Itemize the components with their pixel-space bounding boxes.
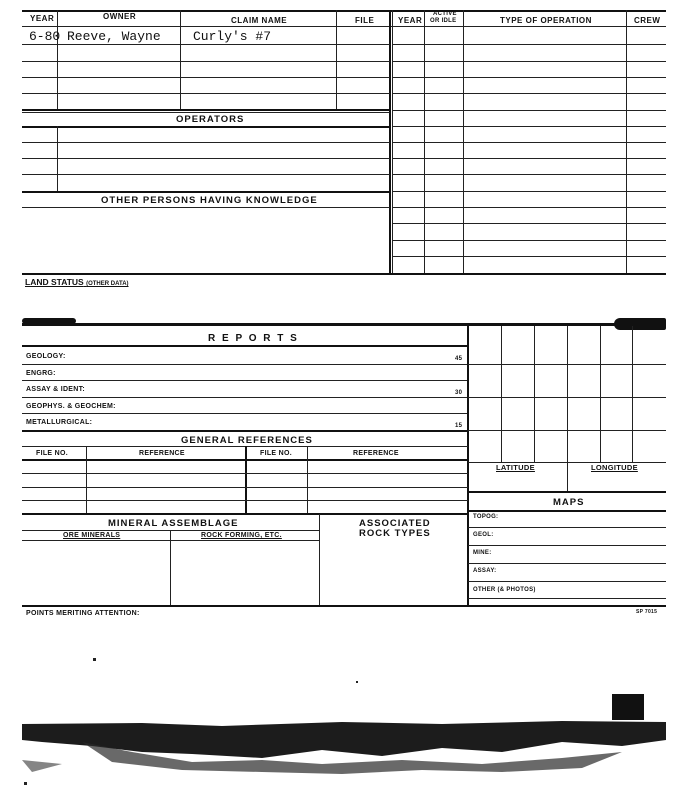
header-owner: OWNER: [103, 12, 137, 21]
report-row-line: [22, 397, 468, 398]
maps-row-line: [468, 563, 666, 564]
report-metallurgical: METALLURGICAL:: [26, 419, 93, 426]
ore-minerals-label: ORE MINERALS: [63, 532, 121, 539]
report-geophys: GEOPHYS. & GEOCHEM:: [26, 403, 116, 410]
ops-row-line: [392, 207, 666, 208]
header-claim-name: CLAIM NAME: [231, 16, 288, 25]
scan-dot: [24, 782, 27, 785]
land-status-heading: [25, 277, 129, 287]
col-divider-owner: [180, 10, 181, 110]
maps-other: OTHER (& PHOTOS): [473, 587, 536, 593]
ops-row-line: [392, 240, 666, 241]
ref-col-divider: [86, 446, 87, 514]
maps-mine: MINE:: [473, 550, 492, 556]
ops-row-line: [392, 44, 666, 45]
maps-geol: GEOL:: [473, 532, 494, 538]
maps-title: MAPS: [553, 497, 585, 508]
header-ops-year: YEAR: [398, 16, 423, 25]
ref-row-line: [22, 500, 468, 501]
form-bottom: [22, 605, 666, 607]
upper-block-bottom: [22, 273, 666, 275]
ops-row-line: [392, 110, 666, 111]
claim-row-owner: Reeve, Wayne: [67, 29, 161, 44]
other-persons-header-bottom: [22, 207, 390, 208]
operators-title: OPERATORS: [176, 114, 245, 125]
report-row-line: [22, 413, 468, 414]
longitude-label: LONGITUDE: [591, 463, 638, 472]
scan-smudge: [22, 712, 666, 782]
ref-col-reference-1: REFERENCE: [139, 450, 185, 457]
scan-mark-right: [614, 318, 666, 330]
ref-bottom: [22, 513, 468, 515]
grid-vline: [534, 326, 535, 462]
grid-vline: [600, 326, 601, 462]
maps-topog: TOPOG:: [473, 514, 499, 520]
grid-hline: [468, 430, 666, 431]
land-status-label: LAND STATUS: [25, 277, 84, 287]
ref-row-line: [22, 487, 468, 488]
claim-row-year: 6-80: [29, 29, 61, 44]
grid-vline: [567, 326, 568, 491]
report-geology-num: 45: [455, 356, 463, 362]
operators-col-divider: [57, 126, 58, 192]
ops-row-line: [392, 77, 666, 78]
reports-title: R E P O R T S: [208, 333, 299, 344]
maps-row-line: [468, 527, 666, 528]
associated-divider: [319, 514, 320, 606]
header-active: ACTIVE: [433, 11, 457, 17]
ref-col-file-no-2: FILE NO.: [260, 450, 292, 457]
ops-row-line: [392, 126, 666, 127]
ref-col-divider: [307, 446, 308, 514]
claim-table-bottom: [22, 109, 390, 111]
maps-row-line: [468, 545, 666, 546]
report-assay: ASSAY & IDENT:: [26, 386, 86, 393]
maps-header-bottom: [468, 510, 666, 512]
points-meriting-attention: POINTS MERITING ATTENTION:: [26, 610, 140, 617]
scan-dot: [93, 658, 96, 661]
associated-label-2: ROCK TYPES: [359, 528, 431, 539]
rock-forming-label: ROCK FORMING, ETC.: [201, 532, 282, 539]
ops-row-line: [392, 158, 666, 159]
operators-row-line: [22, 142, 390, 143]
claim-row-line: [22, 44, 390, 45]
ref-col-divider-middle: [245, 446, 247, 514]
operators-row-line: [22, 158, 390, 159]
reports-right-divider: [467, 326, 469, 606]
mineral-assemblage-title: MINERAL ASSEMBLAGE: [108, 518, 239, 529]
header-bottom-line: [22, 26, 666, 27]
report-metallurgical-num: 15: [455, 423, 463, 429]
reports-top-border: [22, 323, 666, 326]
ops-row-line: [392, 256, 666, 257]
operators-row-line: [22, 174, 390, 175]
claim-row-line: [22, 93, 390, 94]
reports-header-bottom: [22, 345, 468, 347]
maps-row-line: [468, 598, 666, 599]
report-assay-num: 30: [455, 390, 463, 396]
grid-vline: [632, 326, 633, 462]
scan-mark-left: [22, 318, 76, 324]
col-divider-claim: [336, 10, 337, 110]
reports-bottom: [22, 430, 468, 432]
scan-dot: [356, 681, 358, 683]
header-type-of-operation: TYPE OF OPERATION: [500, 16, 592, 25]
ops-row-line: [392, 93, 666, 94]
ops-row-line: [392, 142, 666, 143]
header-year: YEAR: [30, 14, 55, 23]
maps-top: [468, 491, 666, 493]
header-file: FILE: [355, 16, 375, 25]
grid-vline: [501, 326, 502, 462]
ops-row-line: [392, 61, 666, 62]
maps-assay: ASSAY:: [473, 568, 497, 574]
ref-row-line: [22, 473, 468, 474]
ops-row-line: [392, 191, 666, 192]
other-persons-title: OTHER PERSONS HAVING KNOWLEDGE: [101, 195, 318, 206]
ops-row-line: [392, 174, 666, 175]
operators-top: [22, 112, 390, 113]
report-engrg: ENGRG:: [26, 370, 56, 377]
claim-row-claim-name: Curly's #7: [193, 29, 272, 44]
report-geology: GEOLOGY:: [26, 353, 66, 360]
header-crew: CREW: [634, 16, 661, 25]
report-row-line: [22, 380, 468, 381]
ref-col-reference-2: REFERENCE: [353, 450, 399, 457]
latitude-label: LATITUDE: [496, 463, 535, 472]
associated-label-1: ASSOCIATED: [359, 518, 431, 529]
operators-header-bottom: [22, 126, 390, 128]
maps-row-line: [468, 581, 666, 582]
land-status-sub: (OTHER DATA): [86, 281, 129, 287]
header-or-idle: OR IDLE: [430, 18, 457, 24]
mineral-col-divider: [170, 530, 171, 606]
general-references-title: GENERAL REFERENCES: [181, 435, 313, 446]
ref-col-file-no-1: FILE NO.: [36, 450, 68, 457]
grid-hline: [468, 364, 666, 365]
operators-bottom: [22, 191, 390, 193]
report-row-line: [22, 364, 468, 365]
claim-row-line: [22, 61, 390, 62]
claim-row-line: [22, 77, 390, 78]
form-number: SP 7015: [636, 609, 658, 615]
grid-hline: [468, 397, 666, 398]
col-divider-year: [57, 10, 58, 110]
ops-row-line: [392, 223, 666, 224]
